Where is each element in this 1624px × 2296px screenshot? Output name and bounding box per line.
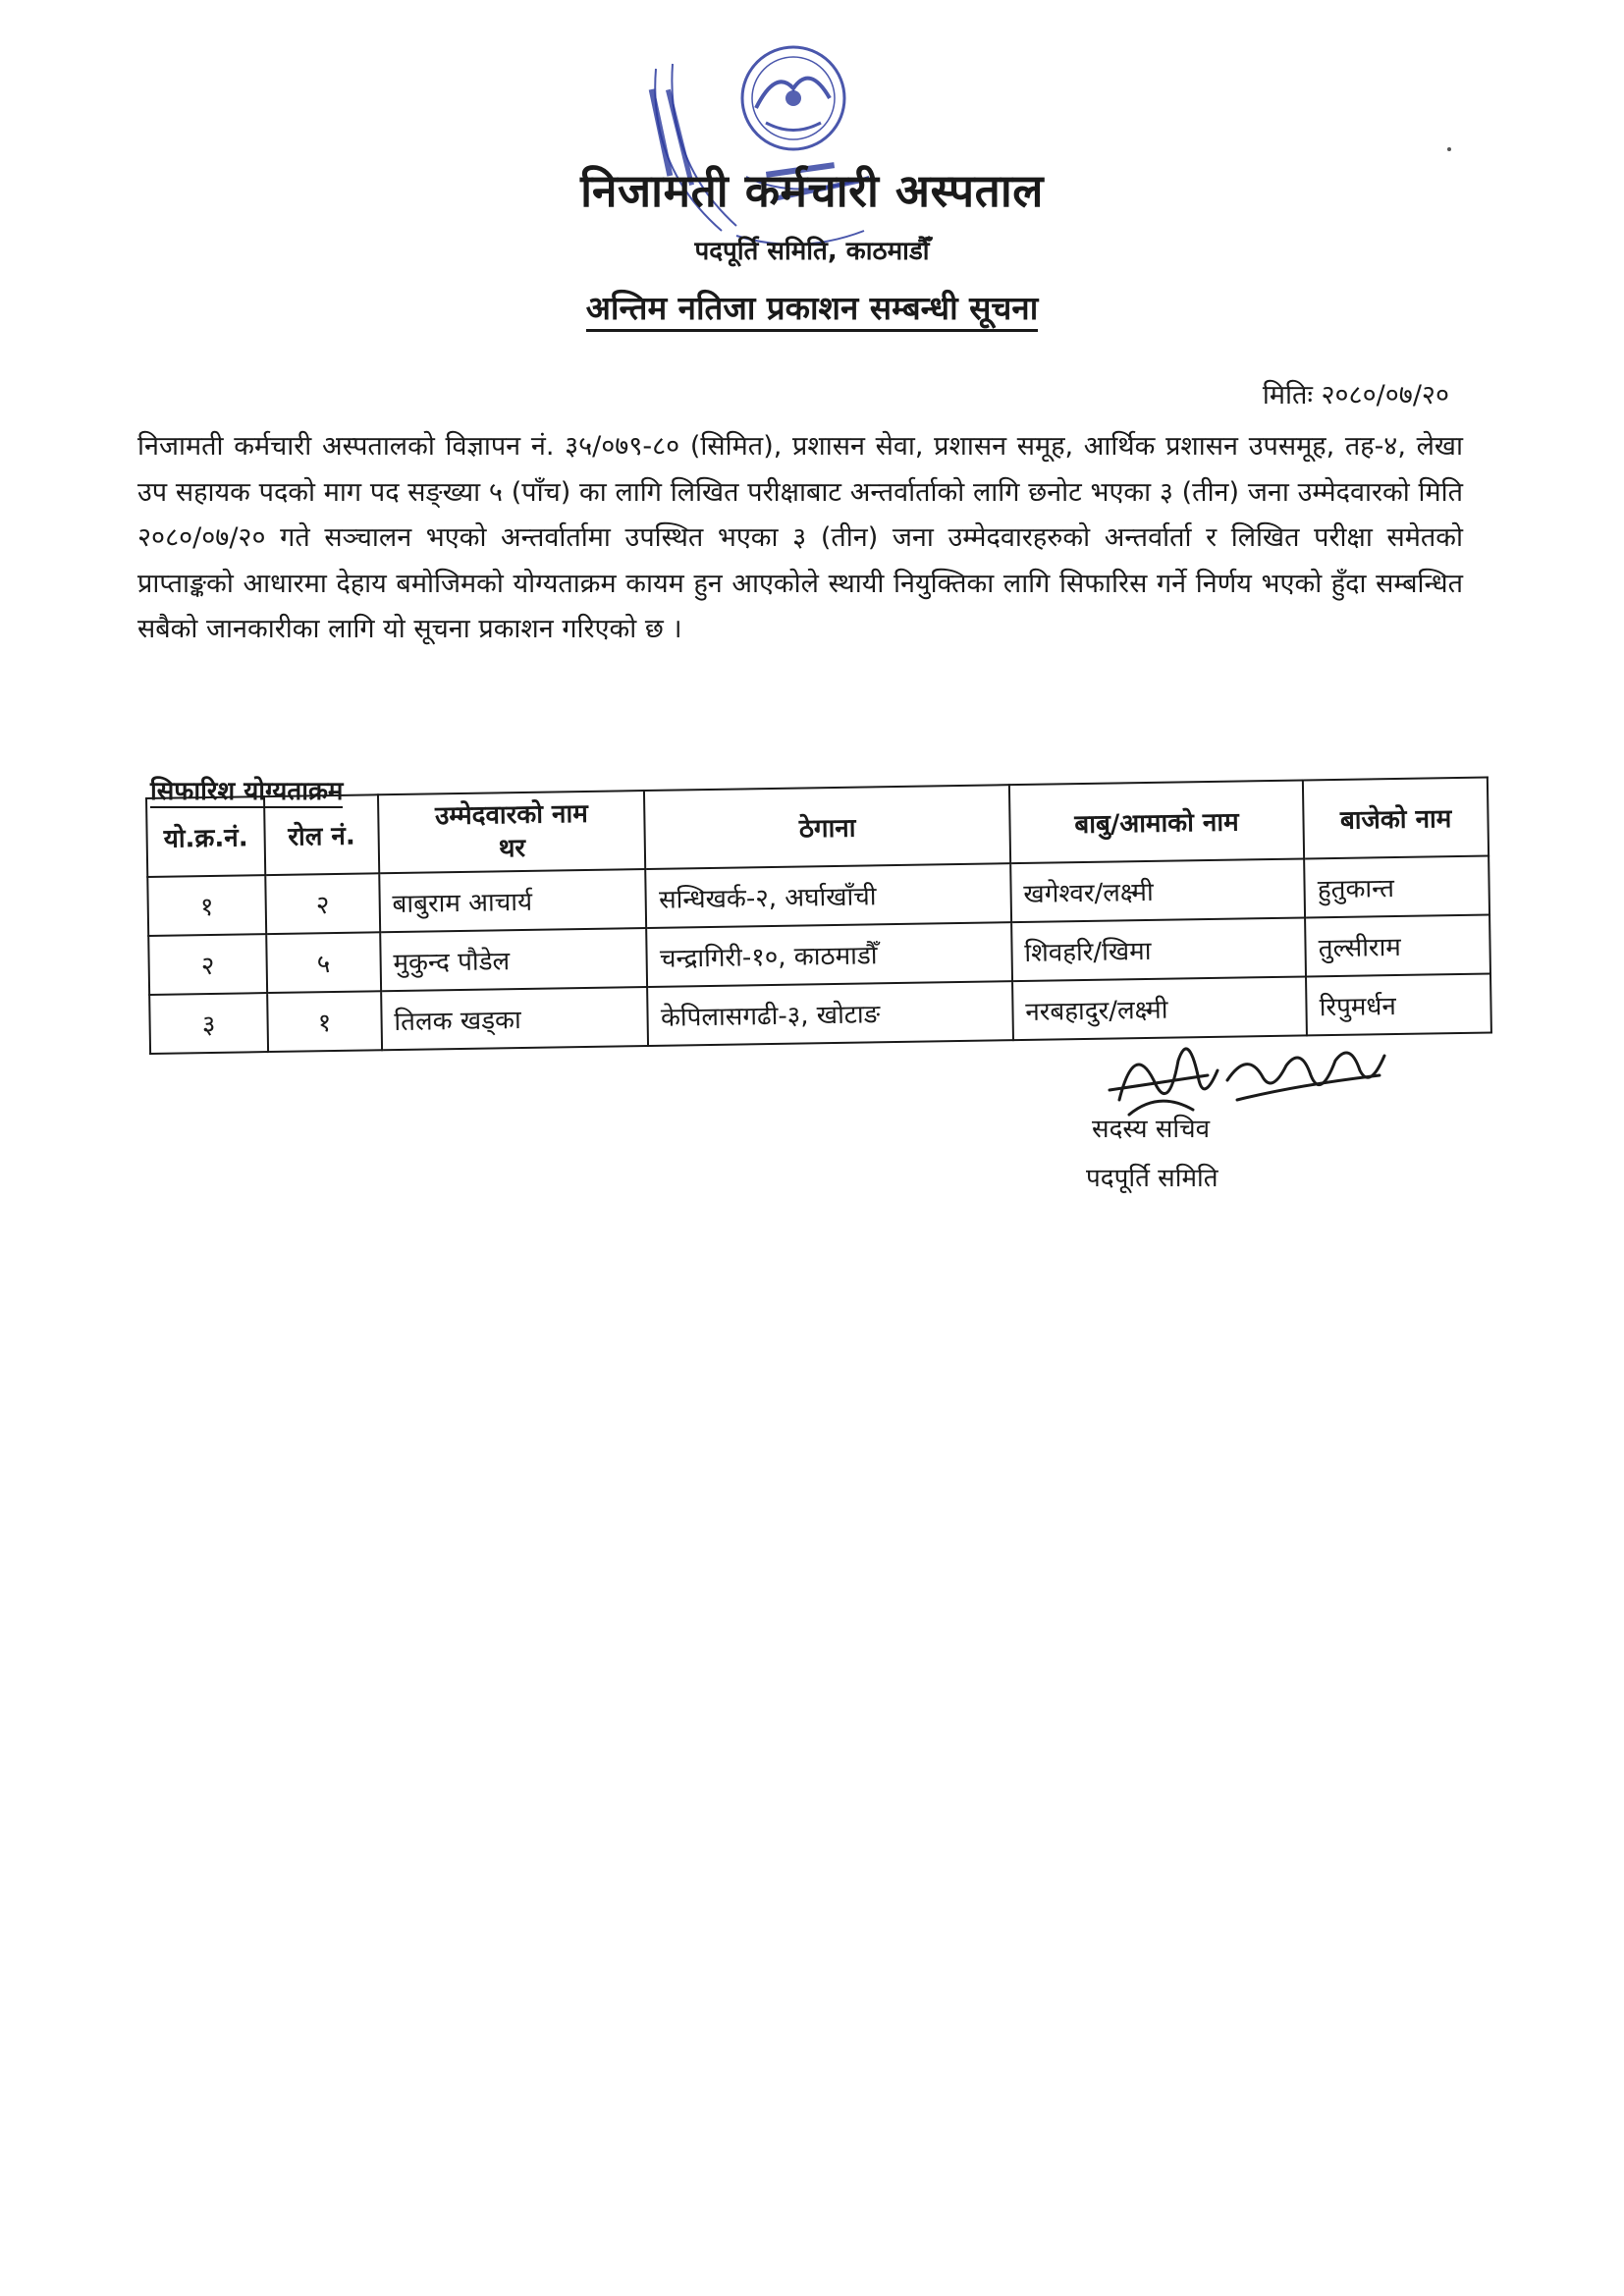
scan-speck (1447, 147, 1451, 151)
cell-roll: ५ (266, 932, 381, 993)
table-caption-text: सिफारिश योग्यताक्रम (150, 777, 344, 806)
cell-grandfather: हुतुकान्त (1304, 856, 1489, 918)
header-candidate-name (378, 791, 646, 873)
header-address: ठेगाना (644, 785, 1010, 869)
cell-serial: १ (147, 875, 266, 936)
cell-roll: १ (267, 991, 382, 1052)
signatory-committee: पदपूर्ति समिति (1086, 1164, 1218, 1193)
cell-parents: नरबहादुर/लक्ष्मी (1012, 976, 1307, 1040)
notice-body: निजामती कर्मचारी अस्पतालको विज्ञापन नं. ३५/०७९-८० (सिमित), प्रशासन सेवा, प्रशासन समूह, आर्थिक प्रशासन उपसमूह, तह-४, लेखा उप सहायक पदको माग पद सङ्ख्या ५ (पाँच) का लागि लिखित परीक्षाबाट अन्तर्वार्ताको लागि छनोट भएका ३ (तीन) जना उम्मेदवारको मिति २०८०/०७/२० गते सञ्चालन भएको अन्तर्वार्तामा उपस्थित भएका ३ (तीन) जना उम्मेदवारहरुको अन्तर्वार्ता र लिखित परीक्षा समेतको प्राप्ताङ्कको आधारमा देहाय बमोजिमको योग्यताक्रम कायम हुन आएकोले स्थायी नियुक्तिका लागि सिफारिस गर्ने निर्णय भएको हुँदा सम्बन्धित सबैको जानकारीका लागि यो सूचना प्रकाशन गरिएको छ । (137, 431, 1463, 644)
cell-address: सन्धिखर्क-२, अर्घाखाँची (646, 863, 1011, 928)
cell-address: चन्द्रागिरी-१०, काठमाडौँ (647, 922, 1012, 987)
notice-date: मितिः २०८०/०७/२० (1262, 380, 1449, 410)
header-name-line2: थर (498, 833, 526, 864)
official-seal-stamp (628, 29, 903, 265)
cell-name: बाबुराम आचार्य (379, 869, 646, 932)
header-parents: बाबु/आमाको नाम (1009, 780, 1305, 863)
header-roll: रोल नं. (264, 794, 379, 875)
organization-name: निजामती कर्मचारी अस्पताल (580, 164, 1044, 217)
cell-grandfather: रिपुमर्धन (1306, 974, 1491, 1036)
cell-name: मुकुन्द पौडेल (380, 928, 647, 991)
header-grandfather: बाजेको नाम (1303, 778, 1489, 859)
recommendation-table (145, 777, 1492, 1055)
cell-roll: २ (265, 873, 380, 934)
header-serial: यो.क्र.नं. (146, 796, 265, 877)
cell-serial: २ (148, 934, 267, 995)
committee-name: पदपूर्ति समिति, काठमाडौँ (694, 237, 930, 266)
cell-parents: शिवहरि/खिमा (1011, 917, 1306, 981)
cell-name: तिलक खड्का (381, 987, 648, 1050)
cell-parents: खगेश्वर/लक्ष्मी (1010, 858, 1305, 922)
cell-grandfather: तुल्सीराम (1305, 915, 1490, 977)
notice-title (0, 285, 1624, 329)
header-name-line1: उम्मेदवारको नाम (434, 798, 588, 832)
cell-address: केपिलासगढी-३, खोटाङ (647, 981, 1012, 1046)
cell-serial: ३ (149, 993, 268, 1054)
signatory-role: सदस्य सचिव (1092, 1115, 1211, 1144)
notice-title-text: अन्तिम नतिजा प्रकाशन सम्बन्धी सूचना (586, 289, 1039, 332)
